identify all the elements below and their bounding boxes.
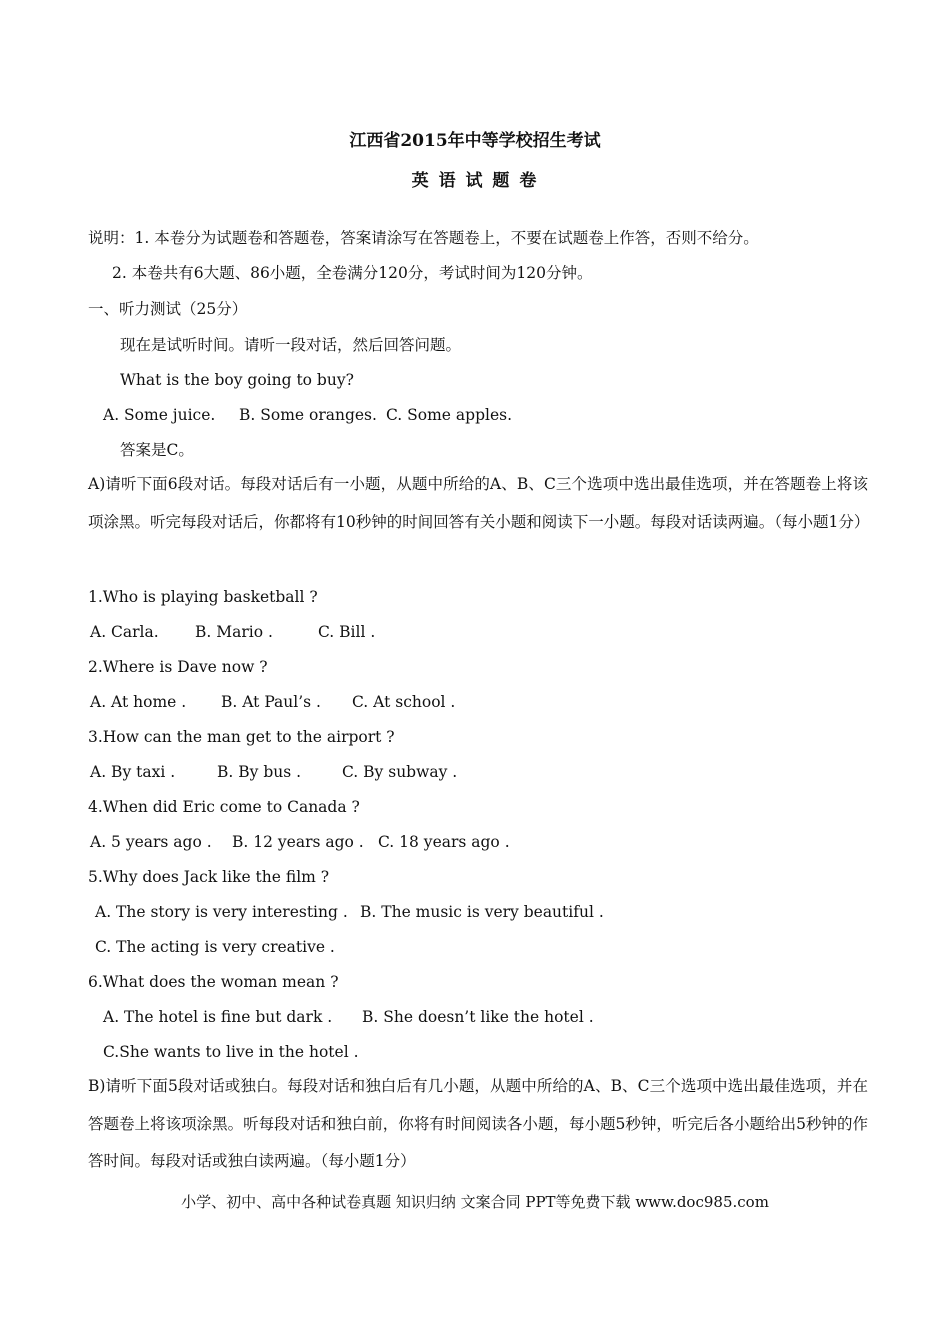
q3-option-b: B. By bus . [217,763,302,781]
question-1: 1.Who is playing basketball ? [88,588,318,606]
q4-option-b: B. 12 years ago . [232,833,364,851]
part-a-intro: A)请听下面6段对话。每段对话后有一小题，从题中所给的A、B、C三个选项中选出最佳选项，并在答题卷上将该项涂黑。听完每段对话后，你都将有10秒钟的时间回答有关小题和阅读下一小题。每段对话读两遍。（每小题1分） [88,475,870,531]
sample-intro: 现在是试听时间。请听一段对话，然后回答问题。 [120,336,462,354]
sample-option-b: B. Some oranges. [239,406,377,424]
page-footer: 小学、初中、高中各种试卷真题 知识归纳 文案合同 PPT等免费下载 www.doc985.com [181,1193,769,1211]
q5-option-a: A. The story is very interesting . [95,903,348,921]
q5-option-c: C. The acting is very creative . [95,938,335,956]
q1-option-b: B. Mario . [195,623,273,641]
q2-option-b: B. At Paul’s . [221,693,321,711]
q1-option-a: A. Carla. [90,623,159,641]
q3-option-a: A. By taxi . [90,763,176,781]
question-5: 5.Why does Jack like the film ? [88,868,330,886]
q2-option-a: A. At home . [90,693,187,711]
sample-answer: 答案是C。 [120,441,194,459]
sample-option-c: C. Some apples. [386,406,513,424]
sample-question: What is the boy going to buy? [120,371,354,389]
exam-subtitle: 英 语 试 题 卷 [411,171,539,191]
q6-option-b: B. She doesn’t like the hotel . [362,1008,594,1026]
q2-option-c: C. At school . [352,693,456,711]
section-heading: 一、听力测试（25分） [88,300,248,318]
q5-option-b: B. The music is very beautiful . [360,903,604,921]
exam-title: 江西省2015年中等学校招生考试 [349,131,601,151]
sample-option-a: A. Some juice. [103,406,216,424]
part-b-intro: B)请听下面5段对话或独白。每段对话和独白后有几小题，从题中所给的A、B、C三个选项中选出最佳选项，并在答题卷上将该项涂黑。听每段对话和独白前，你将有时间阅读各小题，每小题5秒钟，听完后各小题给出5秒钟的作答时间。每段对话或独白读两遍。（每小题1分） [88,1077,868,1170]
question-2: 2.Where is Dave now ? [88,658,268,676]
q6-option-a: A. The hotel is fine but dark . [103,1008,333,1026]
note-1: 说明：1. 本卷分为试题卷和答题卷，答案请涂写在答题卷上，不要在试题卷上作答，否则不给分。 [88,229,759,247]
q6-option-c: C.She wants to live in the hotel . [103,1043,359,1061]
q3-option-c: C. By subway . [342,763,458,781]
note-2: 2. 本卷共有6大题、86小题，全卷满分120分，考试时间为120分钟。 [112,264,593,282]
q4-option-a: A. 5 years ago . [90,833,212,851]
question-3: 3.How can the man get to the airport ? [88,728,395,746]
q4-option-c: C. 18 years ago . [378,833,510,851]
question-4: 4.When did Eric come to Canada ? [88,798,360,816]
q1-option-c: C. Bill . [318,623,376,641]
question-6: 6.What does the woman mean ? [88,973,339,991]
